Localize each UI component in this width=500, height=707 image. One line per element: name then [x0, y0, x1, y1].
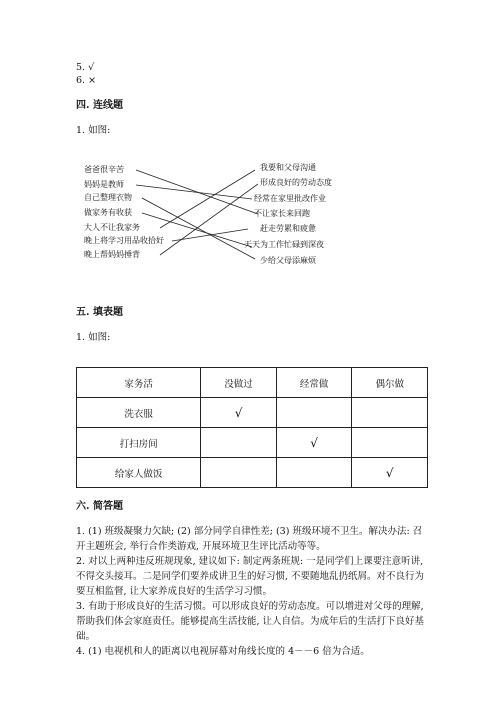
- right-item-3: 经常在家里批改作业: [254, 194, 326, 203]
- check-cell: √: [352, 458, 428, 488]
- answer-6: 6. ×: [76, 75, 97, 86]
- table-row: [77, 428, 428, 458]
- check-cell: [276, 458, 352, 488]
- task-cell: 给家人做饭: [77, 458, 201, 488]
- short-answers: [76, 524, 428, 659]
- check-cell: [201, 428, 277, 458]
- task-cell: 打扫房间: [77, 428, 201, 458]
- left-item-7: 晚上帮妈妈捶背: [84, 250, 140, 259]
- right-item-2: 形成良好的劳动态度: [260, 178, 332, 187]
- right-item-4: 不让家长来回跑: [254, 209, 310, 218]
- check-cell: [201, 458, 277, 488]
- section-4-caption: 1. 如图:: [76, 125, 111, 136]
- section-5-caption: 1. 如图:: [76, 332, 111, 343]
- left-item-1: 爸爸很辛苦: [84, 165, 124, 174]
- left-item-6: 晚上将学习用品收拾好: [84, 236, 164, 245]
- right-item-1: 我要和父母沟通: [260, 163, 316, 172]
- section-5-title: 五. 填表题: [76, 307, 123, 318]
- task-cell: 洗衣服: [77, 398, 201, 428]
- short-answer-1: 1. (1) 班级凝聚力欠缺; (2) 部分同学自律性差; (3) 班级环境不卫生。解决办法: 召开主题班会, 举行合作类游戏, 开展环境卫生评比活动等等。: [76, 526, 423, 552]
- check-cell: √: [201, 398, 277, 428]
- left-item-5: 大人不让我家务: [84, 223, 140, 232]
- table-header: 家务活: [77, 368, 201, 398]
- check-cell: [276, 398, 352, 428]
- table-header: 偶尔做: [352, 368, 428, 398]
- matching-diagram: [80, 158, 380, 273]
- right-item-6: 天天为工作忙碌到深夜: [244, 240, 324, 249]
- short-answer-3: 3. 有助于形成良好的生活习惯。可以形成良好的劳动态度。可以增进对父母的理解, 帮助我们体会家庭责任。能够提高生活技能, 让人自信。为成年后的生活打下良好基础。: [76, 601, 425, 642]
- table-row: [77, 398, 428, 428]
- check-cell: [352, 398, 428, 428]
- chores-table: [76, 367, 428, 488]
- table-header-row: [77, 368, 428, 398]
- short-answer-2: 2. 对以上两种违反班规现象, 建议如下: 制定两条班规: 一是同学们上课要注意听讲, 不得交头接耳。二是同学们要养成讲卫生的好习惯, 不要随地乱扔纸屑。对不良行为要互相监督, 让大家养成良好的生活学习习惯。: [76, 556, 425, 597]
- left-item-2: 妈妈是教师: [84, 180, 124, 189]
- check-cell: [352, 428, 428, 458]
- table-row: [77, 458, 428, 488]
- short-answer-4: 4. (1) 电视机和人的距离以电视屏幕对角线长度的 4－－6 倍为合适。: [76, 646, 370, 657]
- table-header: 没做过: [201, 368, 277, 398]
- match-line-5: [160, 170, 255, 228]
- section-6-title: 六. 简答题: [76, 501, 123, 512]
- right-item-5: 赶走劳累和疲惫: [260, 224, 316, 233]
- answer-5: 5. √: [76, 62, 95, 73]
- left-item-4: 做家务有收获: [84, 208, 132, 217]
- match-line-2: [136, 185, 252, 199]
- right-item-7: 少给父母添麻烦: [260, 256, 316, 265]
- left-item-3: 自己整理衣物: [84, 193, 132, 202]
- match-line-6: [172, 229, 248, 241]
- table-header: 经常做: [276, 368, 352, 398]
- check-cell: √: [276, 428, 352, 458]
- section-4-title: 四. 连线题: [76, 100, 123, 111]
